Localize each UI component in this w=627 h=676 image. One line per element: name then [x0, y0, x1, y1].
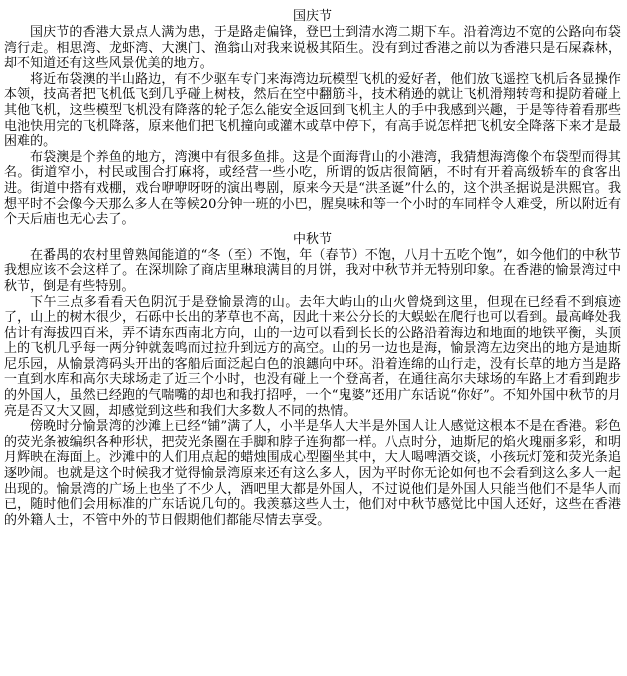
- paragraph: 在番禺的农村里曾熟闻能道的“冬（至）不饱，年（春节）不饱，八月十五吃个饱”，如今他们的中秋节我想应该不会这样了。在深圳除了商店里琳琅满目的月饼，我对中秋节并无特别印象。在香港的愉景湾过中秋节，倒是有些特别。: [4, 247, 621, 294]
- paragraph: 布袋澳是个养鱼的地方，湾澳中有很多鱼排。这是个面海背山的小港湾，我猜想海湾像个布袋型而得其名。街道窄小，村民或围合打麻将，或经营一些小吃，所谓的饭店很简陋，不时有开着高级轿车的食客出进。街道中搭有戏棚，戏台咿咿呀呀的演出粤剧，原来今天是“洪圣诞”什么的，这个洪圣据说是洪熙官。我想平时不会像今天那么多人在等候20分钟一班的小巴，腥臭味和等一个小时的车同样令人难受，所以附近有个天后庙也无心去了。: [4, 149, 621, 228]
- section-national-day: [4, 9, 621, 228]
- paragraph: 下午三点多看看天色阴沉于是登愉景湾的山。去年大屿山的山火曾烧到这里，但现在已经看不到痕迹了，山上的树木很少，石砾中长出的茅草也不高，因此十来公分长的大蜈蚣在爬行也可以看到。最高峰处我估计有海拔四百米，弄不请东西南北方向，山的一边可以看到长长的公路沿着海边和地面的地铁平衡，头顶上的飞机几乎每一两分钟就轰鸣而过拉升到远方的高空。山的另一边也是海，愉景湾左边突出的地方是迪斯尼乐园，从愉景湾码头开出的客船后面泛起白色的浪鏸向中环。沿着连绵的山行走，没有长草的地方当是路一直到水库和高尔夫球场走了近三个小时，也没有碰上一个登高者，在通往高尔夫球场的车路上才看到跑步的外国人，虽然已经跑的气喘嘴的却也和我打招呼，一个“鬼婆”还用广东话说“你好”。不知外国中秋节的月亮是否又大又圆，却感觉到这些和我们大多数人不同的热情。: [4, 294, 621, 419]
- paragraph: 傍晚时分愉景湾的沙滩上已经“铺”满了人，小半是华人大半是外国人让人感觉这根本不是在香港。彩色的荧光条被编织各种形状，把荧光条圈在手脚和脖子连狗都一样。八点时分，迪斯尼的焰火瑰丽多彩，和明月辉映在海面上。沙滩中的人们用点起的蜡烛围成心型圈坐其中，大人喝啤酒交谈，小孩玩灯笼和荧光条追逐吵闹。也就是这个时候我才觉得愉景湾原来还有这么多人，因为平时你无论如何也不会看到这么多人一起出现的。愉景湾的广场上也坐了不少人，酒吧里大都是外国人，不过说他们是外国人只能当他们不是华人而已，随时他们会用标准的广东话说几句的。我羡慕这些人士，他们对中秋节感觉比中国人还好，这些在香港的外籍人士，不管中外的节日假期他们都能尽情去享受。: [4, 419, 621, 528]
- section-title: 国庆节: [292, 9, 332, 24]
- paragraph: 将近布袋澳的半山路边，有不少驱车专门来海湾边玩模型飞机的爱好者，他们放飞遥控飞机后各显操作本领，技高者把飞机低飞到几乎碰上树枝，然后在空中翻筋斗，技术稍逊的就让飞机滑翔转弯和提防着碰上其他飞机，这些模型飞机没有降落的轮子怎么能安全返回到飞机主人的手中我感到兴趣，于是等待着看那些电池快用完的飞机降落，原来他们把飞机撞向或灌木或草中停下，有高手说怎样把飞机安全降落下来才是最困难的。: [4, 71, 621, 150]
- section-title: 中秋节: [292, 231, 332, 247]
- section-mid-autumn: [4, 232, 621, 529]
- paragraph: 国庆节的香港大景点人满为患，于是路走偏锋，登巴士到清水湾二期下车。沿着湾边不宽的公路向布袋湾行走。相思湾、龙虾湾、大澳门、渔翁山对我来说极其陌生。没有到过香港之前以为香港只是石屎森林，却不知道还有这些风景优美的地方。: [4, 25, 621, 72]
